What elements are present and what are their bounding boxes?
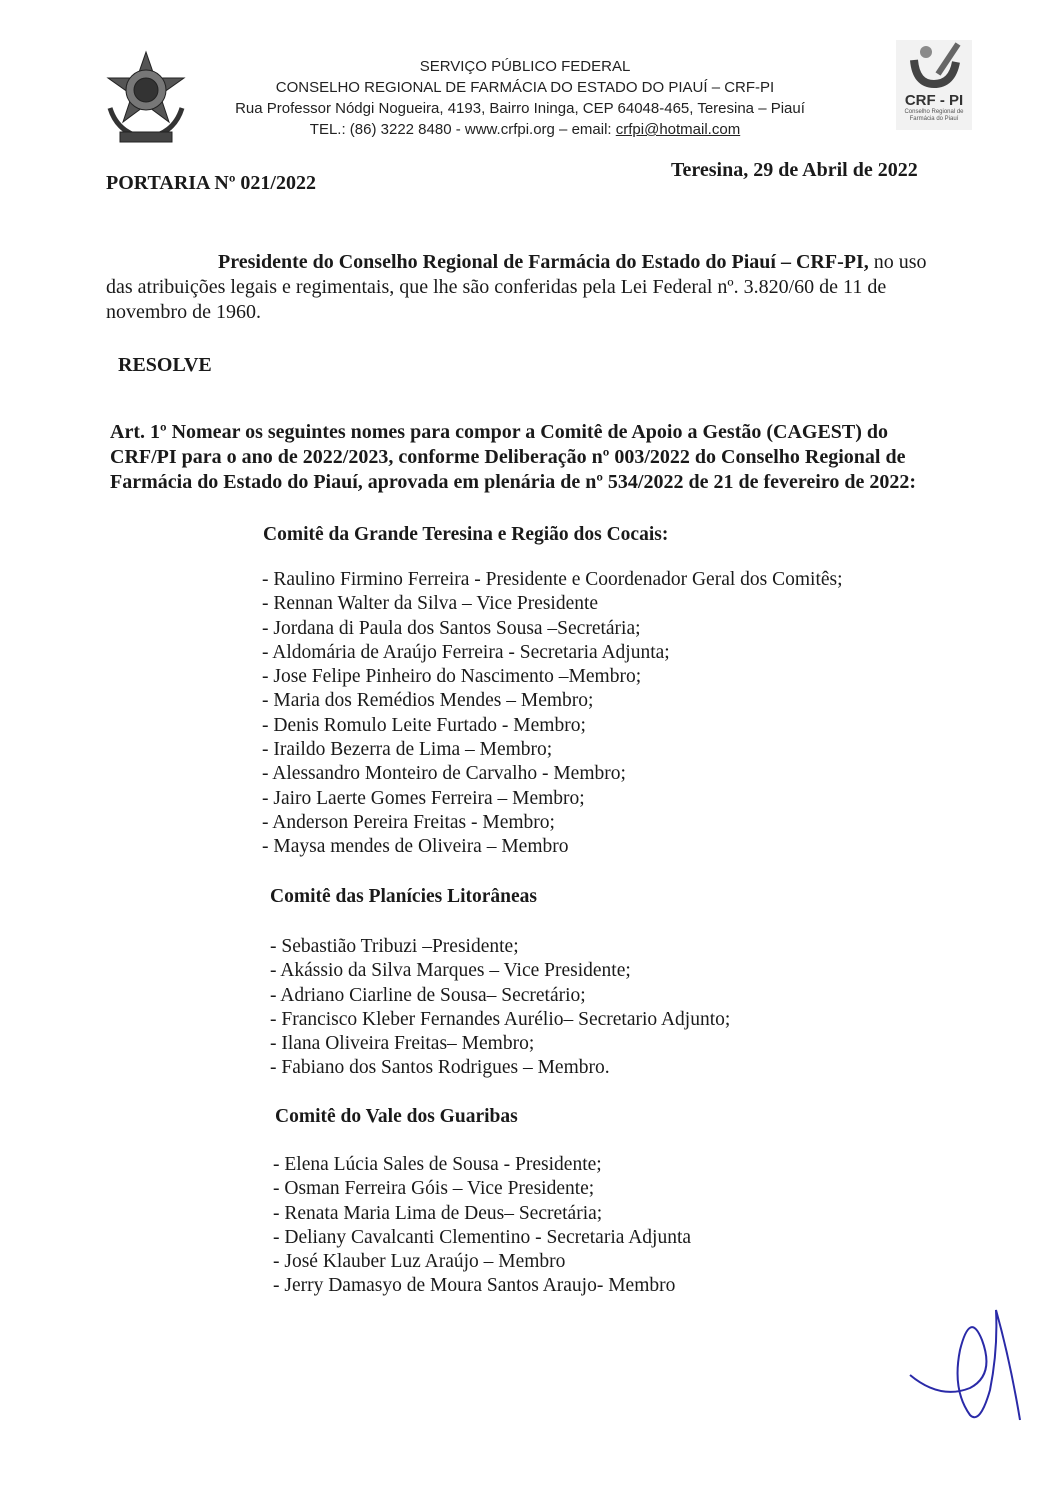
coat-of-arms-icon (98, 48, 194, 148)
list-item: - Fabiano dos Santos Rodrigues – Membro. (270, 1057, 610, 1079)
committee-title-teresina: Comitê da Grande Teresina e Região dos Cocais: (263, 524, 669, 545)
intro-president-bold: Presidente do Conselho Regional de Farmácia do Estado do Piauí – CRF-PI, (218, 251, 869, 273)
committee-members-planicies (270, 935, 730, 1081)
list-item: - Maysa mendes de Oliveira – Membro (262, 836, 569, 858)
list-item: - Aldomária de Araújo Ferreira - Secretaria Adjunta; (262, 641, 670, 663)
list-item: - Osman Ferreira Góis – Vice Presidente; (273, 1178, 595, 1200)
article-line-3: Farmácia do Estado do Piauí, aprovada em plenária de nº 534/2022 de 21 de fevereiro de 2022: (110, 471, 917, 493)
list-item: - Sebastião Tribuzi –Presidente; (270, 936, 519, 957)
committee-members-guaribas (273, 1153, 691, 1299)
list-item: - Maria dos Remédios Mendes – Membro; (262, 690, 594, 712)
portaria-number: PORTARIA Nº 021/2022 (106, 172, 316, 194)
header-line-contact (225, 119, 825, 140)
list-item: - Raulino Firmino Ferreira - Presidente e Coordenador Geral dos Comitês; (262, 569, 843, 590)
crf-logo-icon (896, 40, 972, 92)
list-item: - Denis Romulo Leite Furtado - Membro; (262, 714, 586, 736)
list-item: - Jairo Laerte Gomes Ferreira – Membro; (262, 787, 585, 809)
list-item: - Ilana Oliveira Freitas– Membro; (270, 1033, 535, 1055)
article-line-1: Art. 1º Nomear os seguintes nomes para compor a Comitê de Apoio a Gestão (CAGEST) do (110, 421, 889, 443)
list-item: - Deliany Cavalcanti Clementino - Secretaria Adjunta (273, 1226, 692, 1248)
intro-line-3: novembro de 1960. (106, 301, 261, 323)
list-item: - Adriano Ciarline de Sousa– Secretário; (270, 984, 586, 1006)
committee-title-planicies: Comitê das Planícies Litorâneas (270, 886, 538, 907)
committee-title-guaribas: Comitê do Vale dos Guaribas (275, 1106, 518, 1127)
list-item: - Anderson Pereira Freitas - Membro; (262, 811, 555, 833)
crf-pi-logo (896, 40, 972, 130)
list-item: - Renata Maria Lima de Deus– Secretária; (273, 1202, 603, 1224)
list-item: - Akássio da Silva Marques – Vice Presidente; (270, 960, 631, 982)
header-line-council: CONSELHO REGIONAL DE FARMÁCIA DO ESTADO DO PIAUÍ – CRF-PI (275, 79, 775, 96)
list-item: - Jordana di Paula dos Santos Sousa –Secretária; (262, 617, 641, 639)
intro-line-1 (106, 250, 966, 275)
list-item: - José Klauber Luz Araújo – Membro (273, 1251, 566, 1273)
list-item: - Rennan Walter da Silva – Vice Presidente (262, 593, 599, 615)
intro-rest: no uso (868, 251, 927, 273)
header-line-service: SERVIÇO PÚBLICO FEDERAL (419, 58, 631, 75)
committee-members-teresina (262, 568, 843, 860)
list-item: - Jerry Damasyo de Moura Santos Araujo- Membro (273, 1275, 676, 1297)
article-1 (110, 420, 980, 495)
list-item: - Elena Lúcia Sales de Sousa - Presidente; (273, 1154, 602, 1175)
intro-line-2: das atribuições legais e regimentais, que lhe são conferidas pela Lei Federal nº. 3.820/60 de 11 de (106, 276, 887, 298)
list-item: - Alessandro Monteiro de Carvalho - Membro; (262, 763, 626, 785)
resolve-heading: RESOLVE (118, 354, 212, 376)
header-line-address: Rua Professor Nódgi Nogueira, 4193, Bairro Ininga, CEP 64048-465, Teresina – Piauí (235, 100, 805, 117)
intro-paragraph (106, 250, 966, 325)
logo-name: CRF - PI (904, 92, 964, 109)
logo-subtitle: Conselho Regional de Farmácia do Piauí (904, 109, 964, 122)
list-item: - Francisco Kleber Fernandes Aurélio– Secretario Adjunto; (270, 1008, 731, 1030)
list-item: - Jose Felipe Pinheiro do Nascimento –Membro; (262, 666, 642, 688)
article-line-2: CRF/PI para o ano de 2022/2023, conforme Deliberação nº 003/2022 do Conselho Regional de (110, 446, 906, 468)
signature-initials-icon (900, 1280, 1030, 1430)
list-item: - Iraildo Bezerra de Lima – Membro; (262, 739, 553, 761)
header-email-link[interactable]: crfpi@hotmail.com (615, 121, 741, 138)
document-date: Teresina, 29 de Abril de 2022 (671, 159, 918, 181)
letterhead (225, 56, 825, 140)
header-contact-text: TEL.: (86) 3222 8480 - www.crfpi.org – email: (309, 121, 616, 138)
